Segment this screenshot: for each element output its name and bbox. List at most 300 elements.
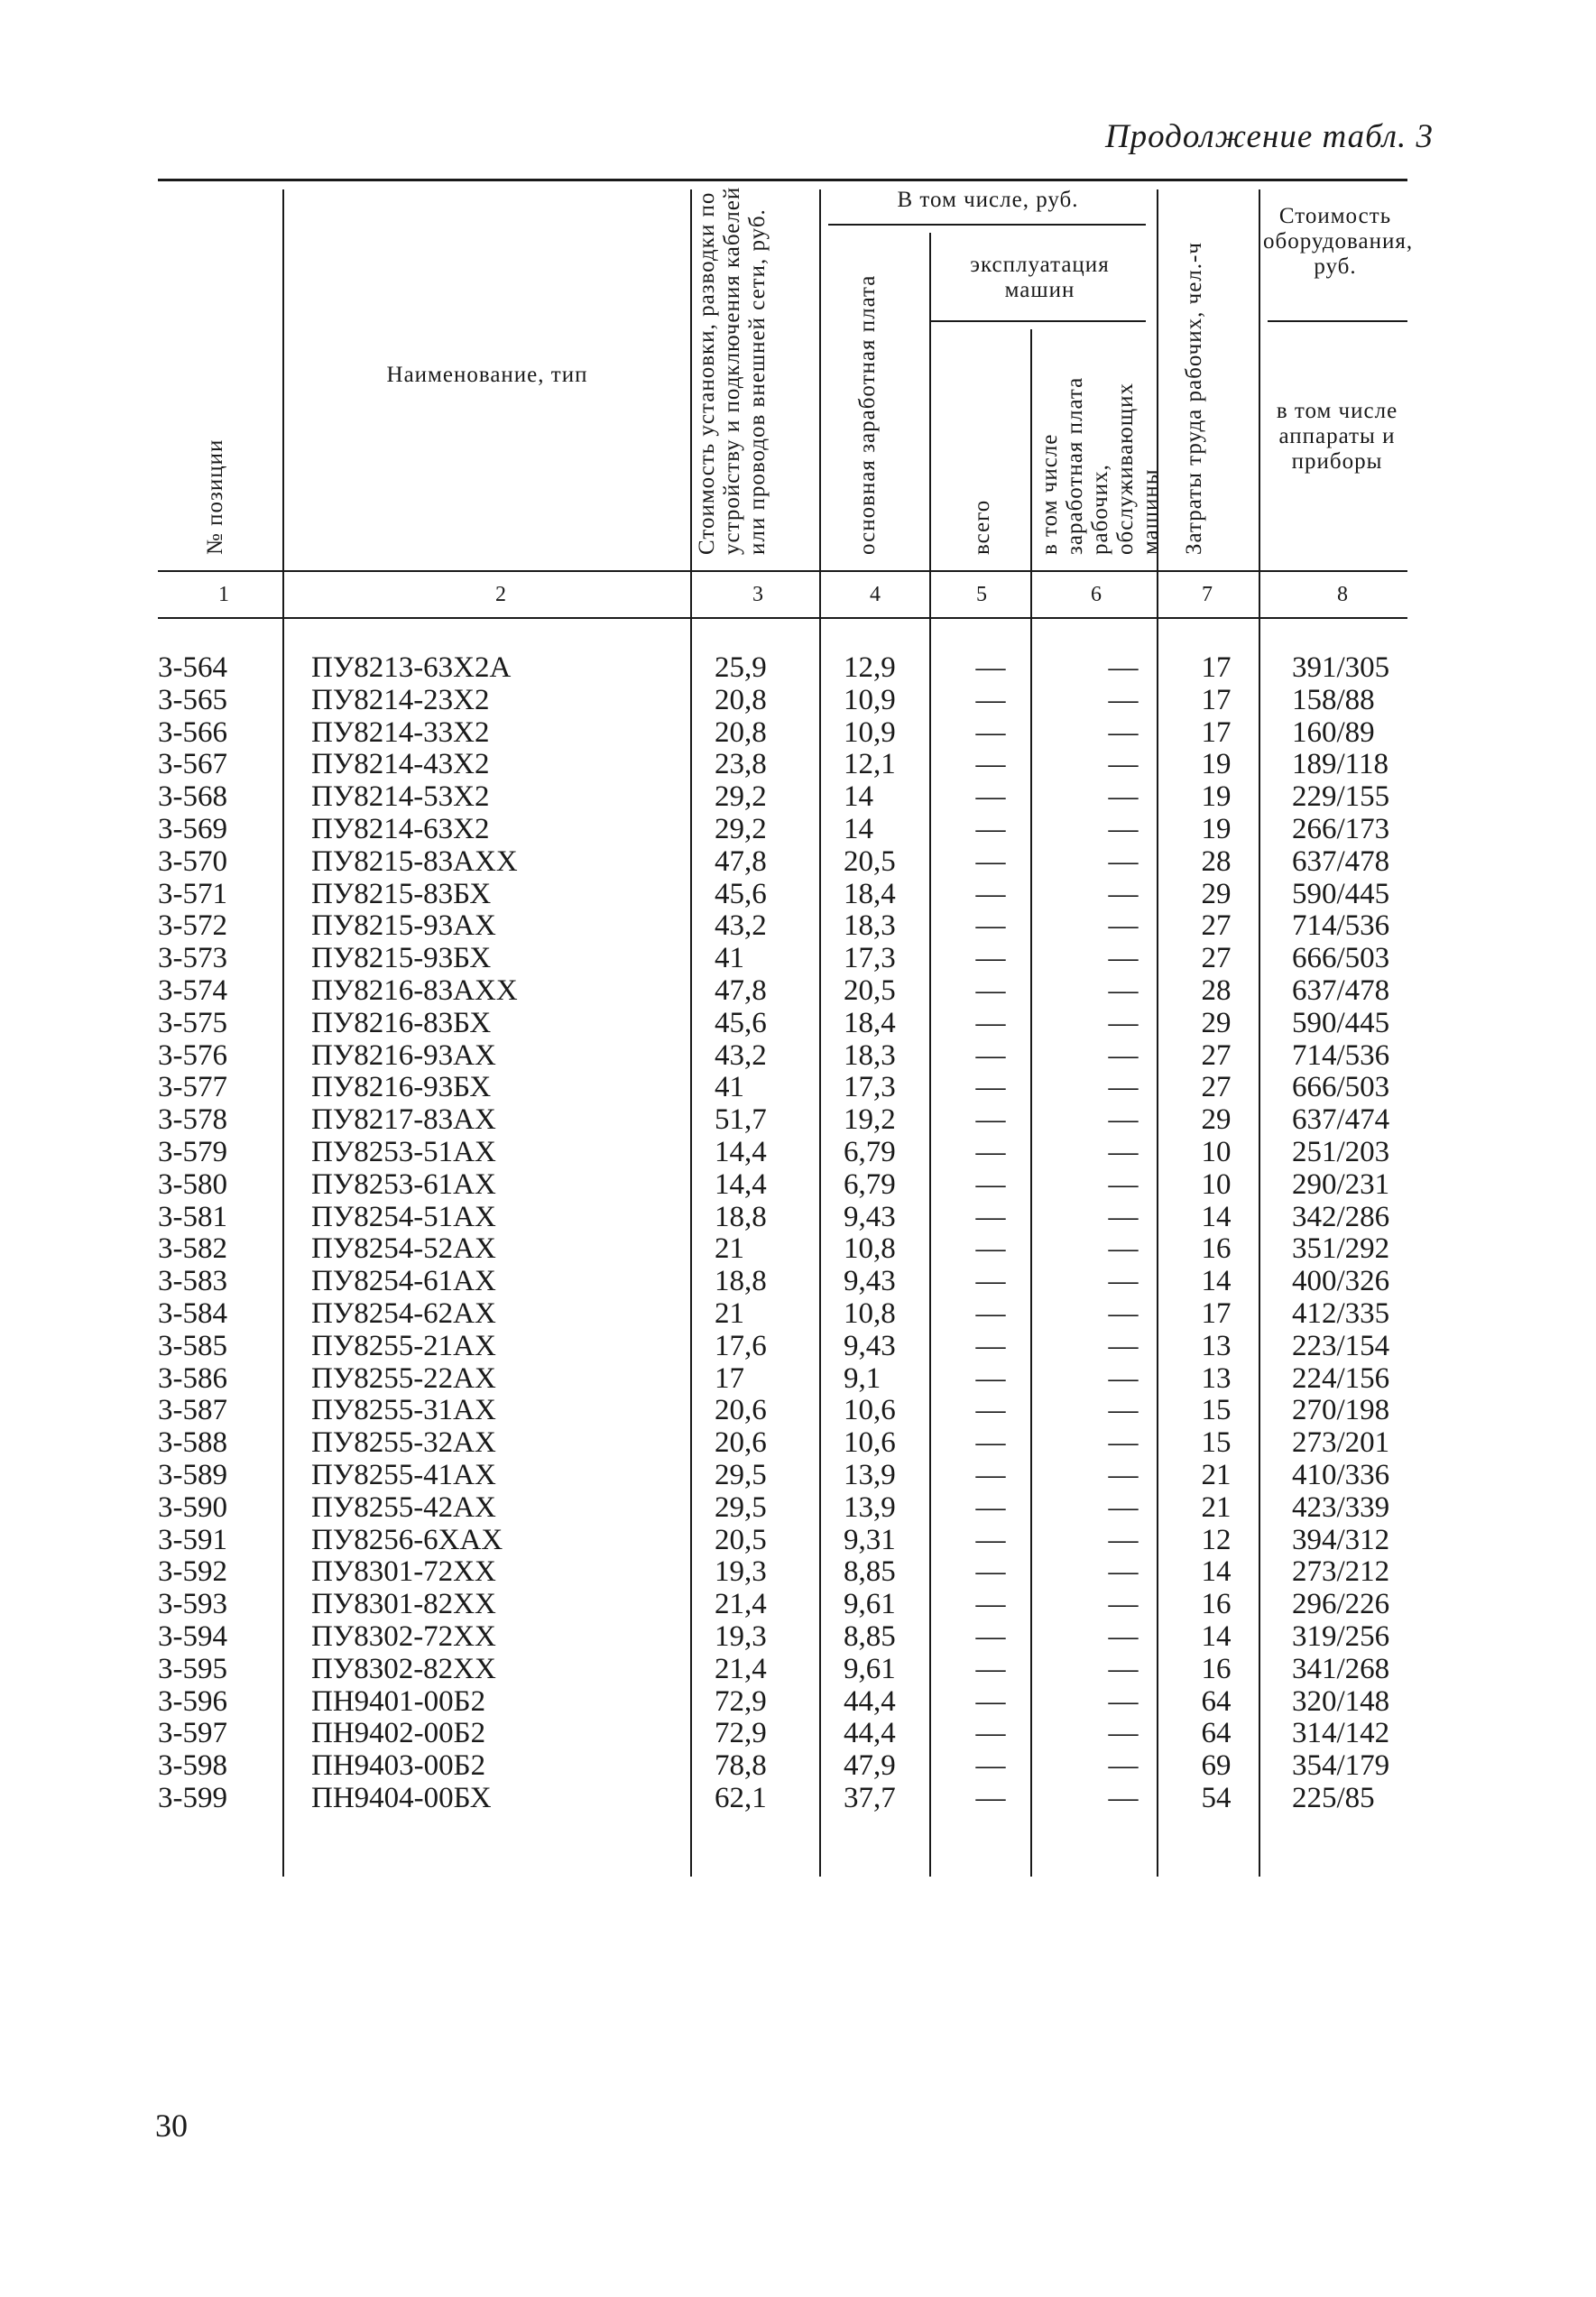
row-equipment-cost: 273/212 bbox=[1292, 1555, 1390, 1589]
row-basic-wage: 6,79 bbox=[844, 1136, 896, 1168]
header-labor-cost: Затраты труда рабочих, чел.-ч bbox=[1182, 242, 1206, 555]
colnum-4: 4 bbox=[870, 583, 881, 606]
table-row bbox=[0, 651, 1596, 684]
row-equipment-cost: 637/478 bbox=[1292, 844, 1390, 878]
row-position: 3-569 bbox=[158, 813, 227, 845]
table-row bbox=[0, 1007, 1596, 1039]
row-machine-total: — bbox=[975, 1200, 1006, 1233]
row-machine-wage: — bbox=[1108, 1555, 1139, 1589]
row-equipment-cost: 290/231 bbox=[1292, 1167, 1390, 1201]
row-basic-wage: 9,1 bbox=[844, 1361, 881, 1395]
row-labor: 15 bbox=[1201, 1426, 1232, 1460]
row-machine-total: — bbox=[975, 683, 1006, 716]
row-name: ПУ8255-21АХ bbox=[311, 1329, 496, 1362]
row-basic-wage: 10,9 bbox=[844, 683, 896, 716]
row-position: 3-598 bbox=[158, 1749, 227, 1783]
header-including-rub: В том числе, руб. bbox=[897, 188, 1079, 212]
row-labor: 15 bbox=[1201, 1394, 1232, 1427]
row-install-cost: 19,3 bbox=[715, 1555, 767, 1589]
colnum-2: 2 bbox=[495, 583, 506, 606]
row-labor: 19 bbox=[1201, 813, 1232, 845]
incl-sub-rule bbox=[828, 224, 1146, 226]
row-position: 3-565 bbox=[158, 683, 227, 716]
table-row bbox=[0, 1653, 1596, 1685]
row-equipment-cost: 590/445 bbox=[1292, 877, 1390, 910]
table-top-rule bbox=[158, 179, 1407, 181]
row-machine-wage: — bbox=[1108, 813, 1139, 845]
row-machine-wage: — bbox=[1108, 1103, 1139, 1137]
row-machine-wage: — bbox=[1108, 748, 1139, 781]
row-install-cost: 18,8 bbox=[715, 1265, 767, 1298]
row-name: ПУ8256-6ХАХ bbox=[311, 1523, 503, 1556]
table-row bbox=[0, 1103, 1596, 1136]
row-machine-total: — bbox=[975, 1136, 1006, 1168]
row-equipment-cost: 229/155 bbox=[1292, 780, 1390, 814]
row-name: ПУ8254-52АХ bbox=[311, 1232, 496, 1266]
row-install-cost: 20,5 bbox=[715, 1523, 767, 1556]
row-name: ПУ8213-63Х2А bbox=[311, 651, 512, 684]
row-name: ПУ8214-63Х2 bbox=[311, 813, 490, 845]
row-equipment-cost: 637/478 bbox=[1292, 974, 1390, 1007]
row-name: ПН9401-00Б2 bbox=[311, 1684, 486, 1718]
row-name: ПУ8215-93АХ bbox=[311, 909, 496, 943]
row-equipment-cost: 391/305 bbox=[1292, 651, 1390, 684]
row-install-cost: 25,9 bbox=[715, 651, 767, 684]
row-equipment-cost: 637/474 bbox=[1292, 1103, 1390, 1137]
row-machine-total: — bbox=[975, 813, 1006, 845]
row-machine-total: — bbox=[975, 1394, 1006, 1427]
row-position: 3-576 bbox=[158, 1038, 227, 1072]
row-machine-total: — bbox=[975, 974, 1006, 1007]
row-machine-total: — bbox=[975, 1038, 1006, 1072]
row-basic-wage: 44,4 bbox=[844, 1684, 896, 1718]
row-basic-wage: 10,6 bbox=[844, 1426, 896, 1460]
row-machine-wage: — bbox=[1108, 1297, 1139, 1330]
row-labor: 17 bbox=[1201, 683, 1232, 716]
row-install-cost: 45,6 bbox=[715, 877, 767, 910]
row-machine-total: — bbox=[975, 1297, 1006, 1330]
row-name: ПУ8255-41АХ bbox=[311, 1459, 496, 1491]
row-basic-wage: 9,61 bbox=[844, 1652, 896, 1685]
row-basic-wage: 9,61 bbox=[844, 1588, 896, 1621]
row-position: 3-591 bbox=[158, 1523, 227, 1556]
row-labor: 27 bbox=[1201, 1038, 1232, 1072]
row-basic-wage: 8,85 bbox=[844, 1620, 896, 1653]
row-name: ПУ8216-93БХ bbox=[311, 1071, 492, 1104]
table-row bbox=[0, 716, 1596, 749]
row-name: ПУ8255-31АХ bbox=[311, 1394, 496, 1427]
row-equipment-cost: 296/226 bbox=[1292, 1588, 1390, 1621]
row-basic-wage: 10,8 bbox=[844, 1297, 896, 1330]
row-name: ПУ8215-83БХ bbox=[311, 877, 492, 910]
table-row bbox=[0, 1588, 1596, 1620]
header-machine-operation: эксплуатация машин bbox=[970, 253, 1110, 302]
colnum-3: 3 bbox=[752, 583, 763, 606]
row-position: 3-593 bbox=[158, 1588, 227, 1621]
row-labor: 16 bbox=[1201, 1652, 1232, 1685]
row-labor: 14 bbox=[1201, 1200, 1232, 1233]
row-machine-wage: — bbox=[1108, 1782, 1139, 1814]
row-position: 3-588 bbox=[158, 1426, 227, 1460]
row-position: 3-592 bbox=[158, 1555, 227, 1589]
header-equipment-cost: Стоимость оборудования, руб. bbox=[1263, 204, 1414, 279]
row-position: 3-567 bbox=[158, 748, 227, 781]
row-labor: 29 bbox=[1201, 1103, 1232, 1137]
row-machine-wage: — bbox=[1108, 1717, 1139, 1750]
page-number: 30 bbox=[155, 2108, 188, 2144]
row-equipment-cost: 270/198 bbox=[1292, 1394, 1390, 1427]
row-install-cost: 21,4 bbox=[715, 1588, 767, 1621]
row-machine-wage: — bbox=[1108, 909, 1139, 943]
row-equipment-cost: 223/154 bbox=[1292, 1329, 1390, 1362]
row-machine-total: — bbox=[975, 1652, 1006, 1685]
row-equipment-cost: 224/156 bbox=[1292, 1361, 1390, 1395]
table-row bbox=[0, 845, 1596, 878]
row-basic-wage: 9,43 bbox=[844, 1200, 896, 1233]
row-basic-wage: 8,85 bbox=[844, 1555, 896, 1589]
row-labor: 19 bbox=[1201, 780, 1232, 814]
row-install-cost: 18,8 bbox=[715, 1200, 767, 1233]
row-name: ПУ8217-83АХ bbox=[311, 1103, 496, 1137]
table-continuation-label: Продолжение табл. 3 bbox=[1104, 118, 1434, 155]
row-machine-wage: — bbox=[1108, 877, 1139, 910]
row-labor: 10 bbox=[1201, 1136, 1232, 1168]
table-row bbox=[0, 1362, 1596, 1395]
row-basic-wage: 10,9 bbox=[844, 715, 896, 749]
row-install-cost: 17,6 bbox=[715, 1329, 767, 1362]
row-install-cost: 51,7 bbox=[715, 1103, 767, 1137]
row-name: ПН9402-00Б2 bbox=[311, 1717, 486, 1750]
row-labor: 14 bbox=[1201, 1265, 1232, 1298]
row-equipment-cost: 251/203 bbox=[1292, 1136, 1390, 1168]
row-name: ПУ8214-53Х2 bbox=[311, 780, 490, 814]
table-row bbox=[0, 974, 1596, 1007]
row-install-cost: 43,2 bbox=[715, 909, 767, 943]
row-labor: 64 bbox=[1201, 1684, 1232, 1718]
row-name: ПУ8302-72ХХ bbox=[311, 1620, 496, 1653]
row-position: 3-583 bbox=[158, 1265, 227, 1298]
row-install-cost: 72,9 bbox=[715, 1717, 767, 1750]
row-basic-wage: 12,1 bbox=[844, 748, 896, 781]
row-install-cost: 29,5 bbox=[715, 1459, 767, 1491]
row-position: 3-570 bbox=[158, 844, 227, 878]
row-install-cost: 45,6 bbox=[715, 1006, 767, 1039]
colnum-6: 6 bbox=[1091, 583, 1102, 606]
row-position: 3-580 bbox=[158, 1167, 227, 1201]
row-machine-wage: — bbox=[1108, 1490, 1139, 1524]
table-row bbox=[0, 1232, 1596, 1265]
row-position: 3-596 bbox=[158, 1684, 227, 1718]
table-row bbox=[0, 1459, 1596, 1491]
row-position: 3-577 bbox=[158, 1071, 227, 1104]
row-basic-wage: 9,31 bbox=[844, 1523, 896, 1556]
row-name: ПУ8255-42АХ bbox=[311, 1490, 496, 1524]
row-machine-total: — bbox=[975, 1717, 1006, 1750]
row-basic-wage: 13,9 bbox=[844, 1459, 896, 1491]
row-machine-wage: — bbox=[1108, 1038, 1139, 1072]
row-machine-wage: — bbox=[1108, 683, 1139, 716]
row-machine-wage: — bbox=[1108, 1232, 1139, 1266]
row-labor: 64 bbox=[1201, 1717, 1232, 1750]
row-machine-wage: — bbox=[1108, 651, 1139, 684]
row-position: 3-573 bbox=[158, 942, 227, 975]
row-machine-total: — bbox=[975, 1620, 1006, 1653]
row-machine-total: — bbox=[975, 1006, 1006, 1039]
header-apparatus-devices: в том числе аппараты и приборы bbox=[1276, 399, 1398, 474]
row-machine-total: — bbox=[975, 1588, 1006, 1621]
row-machine-wage: — bbox=[1108, 1749, 1139, 1783]
row-machine-wage: — bbox=[1108, 1394, 1139, 1427]
table-row bbox=[0, 780, 1596, 813]
row-machine-wage: — bbox=[1108, 1523, 1139, 1556]
row-equipment-cost: 225/85 bbox=[1292, 1782, 1375, 1814]
row-machine-total: — bbox=[975, 1782, 1006, 1814]
row-name: ПУ8214-33Х2 bbox=[311, 715, 490, 749]
row-install-cost: 41 bbox=[715, 942, 744, 975]
row-basic-wage: 17,3 bbox=[844, 942, 896, 975]
row-machine-total: — bbox=[975, 1555, 1006, 1589]
row-basic-wage: 19,2 bbox=[844, 1103, 896, 1137]
table-row bbox=[0, 1201, 1596, 1233]
row-name: ПУ8216-83БХ bbox=[311, 1006, 492, 1039]
row-basic-wage: 10,8 bbox=[844, 1232, 896, 1266]
row-name: ПН9403-00Б2 bbox=[311, 1749, 486, 1783]
row-equipment-cost: 354/179 bbox=[1292, 1749, 1390, 1783]
row-name: ПУ8216-83АХХ bbox=[311, 974, 518, 1007]
row-machine-wage: — bbox=[1108, 1071, 1139, 1104]
row-machine-total: — bbox=[975, 1361, 1006, 1395]
row-machine-wage: — bbox=[1108, 1684, 1139, 1718]
table-row bbox=[0, 1555, 1596, 1588]
row-basic-wage: 20,5 bbox=[844, 844, 896, 878]
row-machine-wage: — bbox=[1108, 844, 1139, 878]
row-labor: 21 bbox=[1201, 1490, 1232, 1524]
table-row bbox=[0, 1265, 1596, 1297]
row-equipment-cost: 160/89 bbox=[1292, 715, 1375, 749]
row-install-cost: 47,8 bbox=[715, 974, 767, 1007]
row-machine-total: — bbox=[975, 1426, 1006, 1460]
row-position: 3-571 bbox=[158, 877, 227, 910]
row-machine-wage: — bbox=[1108, 1459, 1139, 1491]
row-labor: 17 bbox=[1201, 715, 1232, 749]
row-position: 3-590 bbox=[158, 1490, 227, 1524]
row-labor: 29 bbox=[1201, 877, 1232, 910]
row-basic-wage: 17,3 bbox=[844, 1071, 896, 1104]
row-labor: 12 bbox=[1201, 1523, 1232, 1556]
row-equipment-cost: 320/148 bbox=[1292, 1684, 1390, 1718]
row-install-cost: 19,3 bbox=[715, 1620, 767, 1653]
row-machine-total: — bbox=[975, 1329, 1006, 1362]
row-machine-wage: — bbox=[1108, 1167, 1139, 1201]
row-position: 3-579 bbox=[158, 1136, 227, 1168]
row-machine-total: — bbox=[975, 942, 1006, 975]
row-position: 3-582 bbox=[158, 1232, 227, 1266]
colnum-5: 5 bbox=[976, 583, 987, 606]
row-basic-wage: 14 bbox=[844, 780, 873, 814]
row-install-cost: 41 bbox=[715, 1071, 744, 1104]
table-row bbox=[0, 813, 1596, 845]
row-name: ПУ8254-62АХ bbox=[311, 1297, 496, 1330]
row-position: 3-566 bbox=[158, 715, 227, 749]
table-row bbox=[0, 748, 1596, 780]
row-install-cost: 29,2 bbox=[715, 780, 767, 814]
row-name: ПУ8301-72ХХ bbox=[311, 1555, 496, 1589]
row-machine-total: — bbox=[975, 651, 1006, 684]
row-labor: 21 bbox=[1201, 1459, 1232, 1491]
equip-sub-rule bbox=[1268, 320, 1407, 322]
row-equipment-cost: 266/173 bbox=[1292, 813, 1390, 845]
row-equipment-cost: 412/335 bbox=[1292, 1297, 1390, 1330]
row-machine-total: — bbox=[975, 1167, 1006, 1201]
row-labor: 27 bbox=[1201, 909, 1232, 943]
row-position: 3-564 bbox=[158, 651, 227, 684]
row-equipment-cost: 158/88 bbox=[1292, 683, 1375, 716]
row-position: 3-599 bbox=[158, 1782, 227, 1814]
row-equipment-cost: 400/326 bbox=[1292, 1265, 1390, 1298]
row-basic-wage: 18,4 bbox=[844, 877, 896, 910]
row-machine-wage: — bbox=[1108, 974, 1139, 1007]
row-labor: 10 bbox=[1201, 1167, 1232, 1201]
row-install-cost: 14,4 bbox=[715, 1136, 767, 1168]
table-row bbox=[0, 1136, 1596, 1168]
row-install-cost: 21 bbox=[715, 1297, 744, 1330]
row-equipment-cost: 410/336 bbox=[1292, 1459, 1390, 1491]
row-name: ПН9404-00БХ bbox=[311, 1782, 492, 1814]
row-labor: 27 bbox=[1201, 1071, 1232, 1104]
row-position: 3-578 bbox=[158, 1103, 227, 1137]
header-bottom-rule bbox=[158, 570, 1407, 572]
row-machine-total: — bbox=[975, 1684, 1006, 1718]
row-basic-wage: 18,3 bbox=[844, 909, 896, 943]
row-install-cost: 20,6 bbox=[715, 1426, 767, 1460]
table-row bbox=[0, 1491, 1596, 1524]
table-row bbox=[0, 909, 1596, 942]
row-position: 3-597 bbox=[158, 1717, 227, 1750]
row-install-cost: 29,2 bbox=[715, 813, 767, 845]
row-install-cost: 21,4 bbox=[715, 1652, 767, 1685]
row-machine-total: — bbox=[975, 909, 1006, 943]
row-machine-wage: — bbox=[1108, 1652, 1139, 1685]
row-name: ПУ8253-51АХ bbox=[311, 1136, 496, 1168]
row-labor: 28 bbox=[1201, 974, 1232, 1007]
table-row bbox=[0, 1297, 1596, 1330]
row-machine-total: — bbox=[975, 844, 1006, 878]
table-row bbox=[0, 684, 1596, 716]
row-machine-wage: — bbox=[1108, 1006, 1139, 1039]
row-machine-total: — bbox=[975, 1265, 1006, 1298]
row-position: 3-586 bbox=[158, 1361, 227, 1395]
row-name: ПУ8253-61АХ bbox=[311, 1167, 496, 1201]
row-labor: 27 bbox=[1201, 942, 1232, 975]
row-install-cost: 29,5 bbox=[715, 1490, 767, 1524]
row-machine-wage: — bbox=[1108, 1200, 1139, 1233]
row-position: 3-594 bbox=[158, 1620, 227, 1653]
table-row bbox=[0, 1685, 1596, 1718]
table-row bbox=[0, 1071, 1596, 1103]
row-position: 3-572 bbox=[158, 909, 227, 943]
row-machine-wage: — bbox=[1108, 1588, 1139, 1621]
row-install-cost: 20,8 bbox=[715, 683, 767, 716]
row-name: ПУ8254-51АХ bbox=[311, 1200, 496, 1233]
colnum-8: 8 bbox=[1337, 583, 1348, 606]
row-install-cost: 47,8 bbox=[715, 844, 767, 878]
row-equipment-cost: 351/292 bbox=[1292, 1232, 1390, 1266]
row-machine-total: — bbox=[975, 1232, 1006, 1266]
row-basic-wage: 9,43 bbox=[844, 1265, 896, 1298]
table-row bbox=[0, 1524, 1596, 1556]
table-row bbox=[0, 1782, 1596, 1814]
row-machine-total: — bbox=[975, 1523, 1006, 1556]
row-labor: 17 bbox=[1201, 651, 1232, 684]
row-machine-wage: — bbox=[1108, 1361, 1139, 1395]
row-install-cost: 72,9 bbox=[715, 1684, 767, 1718]
row-machine-total: — bbox=[975, 715, 1006, 749]
row-position: 3-575 bbox=[158, 1006, 227, 1039]
table-row bbox=[0, 878, 1596, 910]
row-basic-wage: 18,4 bbox=[844, 1006, 896, 1039]
row-equipment-cost: 319/256 bbox=[1292, 1620, 1390, 1653]
row-machine-total: — bbox=[975, 1749, 1006, 1783]
row-equipment-cost: 342/286 bbox=[1292, 1200, 1390, 1233]
row-install-cost: 21 bbox=[715, 1232, 744, 1266]
row-machine-wage: — bbox=[1108, 1426, 1139, 1460]
header-position-number: № позиции bbox=[203, 438, 227, 555]
row-basic-wage: 9,43 bbox=[844, 1329, 896, 1362]
row-equipment-cost: 314/142 bbox=[1292, 1717, 1390, 1750]
row-basic-wage: 44,4 bbox=[844, 1717, 896, 1750]
row-position: 3-568 bbox=[158, 780, 227, 814]
row-machine-total: — bbox=[975, 780, 1006, 814]
row-machine-total: — bbox=[975, 1071, 1006, 1104]
row-basic-wage: 20,5 bbox=[844, 974, 896, 1007]
row-position: 3-595 bbox=[158, 1652, 227, 1685]
row-install-cost: 43,2 bbox=[715, 1038, 767, 1072]
row-basic-wage: 14 bbox=[844, 813, 873, 845]
row-position: 3-585 bbox=[158, 1329, 227, 1362]
row-labor: 13 bbox=[1201, 1361, 1232, 1395]
table-row bbox=[0, 1394, 1596, 1426]
header-name-type: Наименование, тип bbox=[386, 363, 588, 387]
row-install-cost: 20,8 bbox=[715, 715, 767, 749]
row-labor: 14 bbox=[1201, 1555, 1232, 1589]
row-install-cost: 78,8 bbox=[715, 1749, 767, 1783]
row-name: ПУ8255-32АХ bbox=[311, 1426, 496, 1460]
row-equipment-cost: 189/118 bbox=[1292, 748, 1388, 781]
row-equipment-cost: 666/503 bbox=[1292, 1071, 1390, 1104]
row-name: ПУ8301-82ХХ bbox=[311, 1588, 496, 1621]
row-labor: 54 bbox=[1201, 1782, 1232, 1814]
colnum-1: 1 bbox=[218, 583, 229, 606]
colnum-7: 7 bbox=[1202, 583, 1213, 606]
row-machine-wage: — bbox=[1108, 1136, 1139, 1168]
row-machine-wage: — bbox=[1108, 1620, 1139, 1653]
table-row bbox=[0, 942, 1596, 974]
row-basic-wage: 10,6 bbox=[844, 1394, 896, 1427]
row-position: 3-574 bbox=[158, 974, 227, 1007]
row-equipment-cost: 341/268 bbox=[1292, 1652, 1390, 1685]
row-labor: 29 bbox=[1201, 1006, 1232, 1039]
row-name: ПУ8215-93БХ bbox=[311, 942, 492, 975]
row-machine-wage: — bbox=[1108, 780, 1139, 814]
row-basic-wage: 18,3 bbox=[844, 1038, 896, 1072]
machine-sub-rule bbox=[929, 320, 1146, 322]
row-install-cost: 62,1 bbox=[715, 1782, 767, 1814]
row-name: ПУ8215-83АХХ bbox=[311, 844, 518, 878]
row-position: 3-584 bbox=[158, 1297, 227, 1330]
row-machine-wage: — bbox=[1108, 942, 1139, 975]
colnum-bottom-rule bbox=[158, 617, 1407, 619]
row-machine-total: — bbox=[975, 1490, 1006, 1524]
